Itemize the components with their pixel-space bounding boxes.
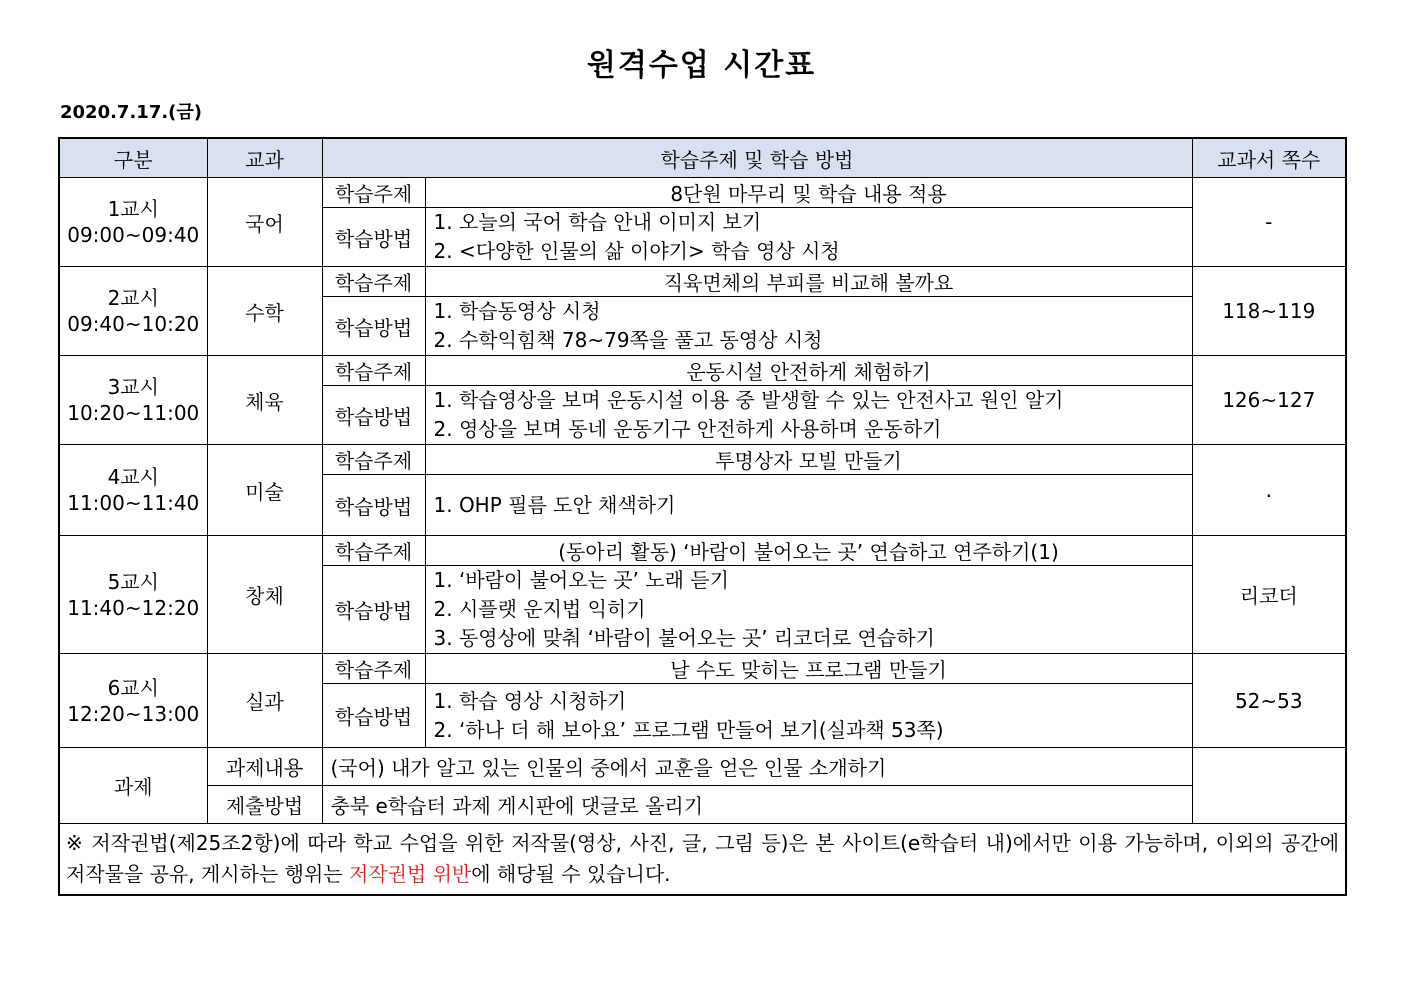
period-topic-row (59, 654, 1346, 684)
method-list (425, 566, 1192, 654)
timetable (58, 137, 1347, 896)
method-list (425, 475, 1192, 536)
method-label: 학습방법 (322, 297, 425, 356)
subject-cell: 국어 (207, 178, 322, 267)
topic-label: 학습주제 (322, 654, 425, 684)
method-item: 2. <다양한 인물의 삶 이야기> 학습 영상 시청 (433, 239, 840, 263)
period-topic-row (59, 536, 1346, 566)
header-pages: 교과서 쪽수 (1192, 138, 1346, 178)
period-cell (59, 178, 207, 267)
period-name: 6교시 (107, 675, 159, 700)
pages-cell: 118~119 (1192, 267, 1346, 356)
assignment-content: (국어) 내가 알고 있는 인물의 중에서 교훈을 얻은 인물 소개하기 (322, 748, 1192, 786)
method-list (425, 386, 1192, 445)
topic-label: 학습주제 (322, 445, 425, 475)
header-division: 구분 (59, 138, 207, 178)
period-name: 2교시 (107, 286, 159, 310)
header-topic-method: 학습주제 및 학습 방법 (322, 138, 1192, 178)
period-time: 09:00~09:40 (67, 223, 200, 247)
period-name: 3교시 (107, 375, 159, 399)
page-title: 원격수업 시간표 (586, 48, 817, 83)
topic-label: 학습주제 (322, 267, 425, 297)
method-item: 1. 학습영상을 보며 운동시설 이용 중 발생할 수 있는 안전사고 원인 알기 (433, 388, 1064, 412)
assignment-label: 과제 (59, 748, 207, 824)
period-topic-row (59, 445, 1346, 475)
period-topic-row (59, 178, 1346, 208)
method-item: 1. OHP 필름 도안 채색하기 (433, 492, 676, 517)
notice-text: ※ 저작권법(제25조2항)에 따라 학교 수업을 위한 저작물(영상, 사진, 글, 그림 등)은 본 사이트(e학습터 내)에서만 이용 가능하며, 이외의 공간에 저작물을 공유, 게시하는 행위는 (66, 831, 1340, 886)
topic-label: 학습주제 (322, 356, 425, 386)
method-item: 2. 영상을 보며 동네 운동기구 안전하게 사용하며 운동하기 (433, 417, 942, 441)
notice-highlight: 저작권법 위반 (348, 862, 472, 886)
assignment-pages-cell (1192, 748, 1346, 824)
method-item: 1. 학습 영상 시청하기 (433, 688, 627, 713)
subject-cell: 미술 (207, 445, 322, 536)
pages-cell: 52~53 (1192, 654, 1346, 748)
assignment-submit: 충북 e학습터 과제 게시판에 댓글로 올리기 (322, 786, 1192, 824)
assignment-submit-row (59, 786, 1346, 824)
method-label: 학습방법 (322, 566, 425, 654)
period-name: 5교시 (107, 569, 159, 594)
method-label: 학습방법 (322, 386, 425, 445)
period-time: 11:00~11:40 (67, 491, 200, 515)
topic-text: (동아리 활동) ‘바람이 불어오는 곳’ 연습하고 연주하기(1) (425, 536, 1192, 566)
topic-text: 날 수도 맞히는 프로그램 만들기 (425, 654, 1192, 684)
notice-row (59, 824, 1346, 896)
subject-cell: 실과 (207, 654, 322, 748)
method-label: 학습방법 (322, 684, 425, 748)
header-row (59, 138, 1346, 178)
period-cell (59, 356, 207, 445)
subject-cell: 수학 (207, 267, 322, 356)
period-cell (59, 536, 207, 654)
topic-text: 운동시설 안전하게 체험하기 (425, 356, 1192, 386)
topic-text: 직육면체의 부피를 비교해 볼까요 (425, 267, 1192, 297)
method-item: 3. 동영상에 맞춰 ‘바람이 불어오는 곳’ 리코더로 연습하기 (433, 626, 935, 650)
copyright-notice (59, 824, 1346, 896)
topic-label: 학습주제 (322, 536, 425, 566)
pages-cell: 리코더 (1192, 536, 1346, 654)
method-list (425, 297, 1192, 356)
method-item: 1. 오늘의 국어 학습 안내 이미지 보기 (433, 210, 762, 234)
period-time: 10:20~11:00 (67, 401, 200, 425)
period-time: 12:20~13:00 (67, 701, 200, 726)
topic-label: 학습주제 (322, 178, 425, 208)
subject-cell: 창체 (207, 536, 322, 654)
period-name: 4교시 (107, 465, 159, 489)
subject-cell: 체육 (207, 356, 322, 445)
topic-text: 투명상자 모빌 만들기 (425, 445, 1192, 475)
assignment-content-label: 과제내용 (207, 748, 322, 786)
method-item: 2. 시플랫 운지법 익히기 (433, 597, 646, 621)
period-time: 11:40~12:20 (67, 595, 200, 620)
period-cell (59, 267, 207, 356)
assignment-content-row (59, 748, 1346, 786)
period-cell (59, 445, 207, 536)
period-topic-row (59, 267, 1346, 297)
method-item: 1. 학습동영상 시청 (433, 299, 601, 323)
method-label: 학습방법 (322, 208, 425, 267)
method-list (425, 684, 1192, 748)
assignment-submit-label: 제출방법 (207, 786, 322, 824)
pages-cell: - (1192, 178, 1346, 267)
period-cell (59, 654, 207, 748)
method-list (425, 208, 1192, 267)
topic-text: 8단원 마무리 및 학습 내용 적용 (425, 178, 1192, 208)
date-label: 2020.7.17.(금) (60, 102, 203, 123)
notice-text-end: 에 해당될 수 있습니다. (471, 862, 671, 886)
period-name: 1교시 (107, 197, 159, 221)
pages-cell: . (1192, 445, 1346, 536)
period-topic-row (59, 356, 1346, 386)
method-item: 2. 수학익힘책 78~79쪽을 풀고 동영상 시청 (433, 328, 823, 352)
method-item: 2. ‘하나 더 해 보아요’ 프로그램 만들어 보기(실과책 53쪽) (433, 717, 944, 742)
method-item: 1. ‘바람이 불어오는 곳’ 노래 듣기 (433, 568, 729, 592)
pages-cell: 126~127 (1192, 356, 1346, 445)
method-label: 학습방법 (322, 475, 425, 536)
period-time: 09:40~10:20 (67, 312, 200, 336)
header-subject: 교과 (207, 138, 322, 178)
